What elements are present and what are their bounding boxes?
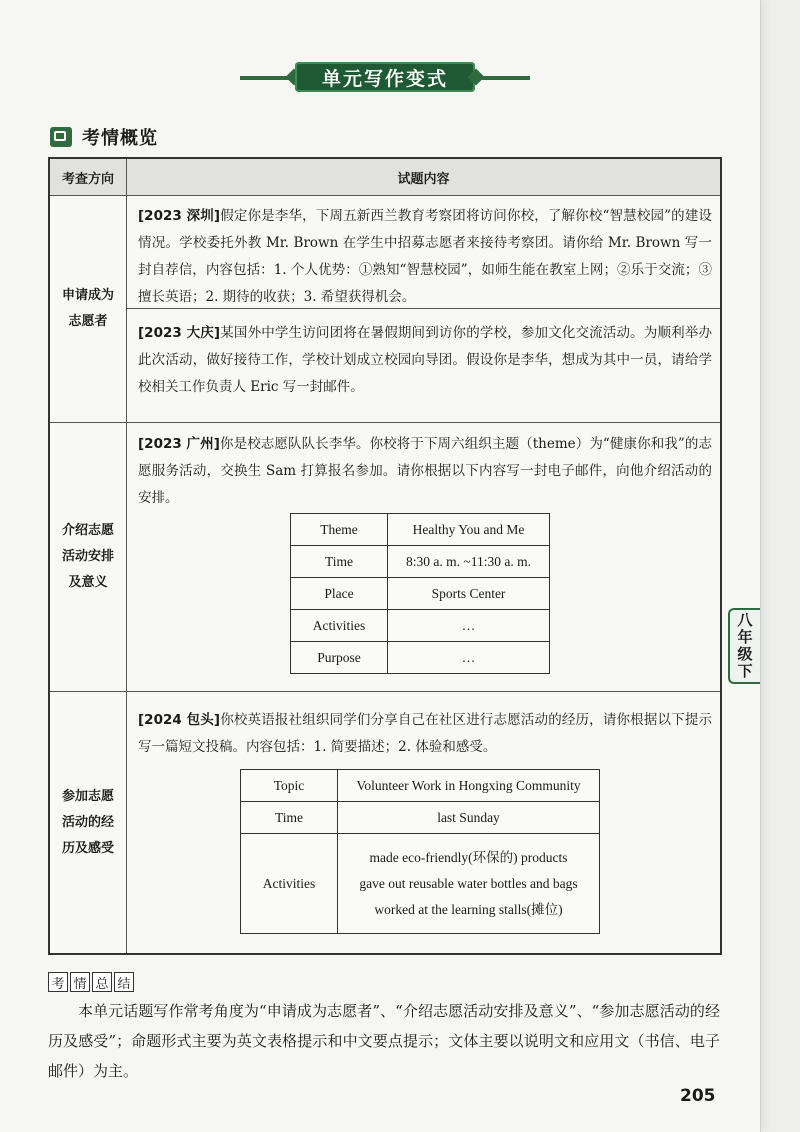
summary-heading-char: 考 <box>48 972 68 992</box>
info-value: Healthy You and Me <box>388 514 550 546</box>
summary-heading-char: 总 <box>92 972 112 992</box>
question-text: 假定你是李华，下周五新西兰教育考察团将访问你校，了解你校“智慧校园”的建设情况。学校委托外教 Mr. Brown 在学生中招募志愿者来接待考察团。请你给 Mr. Brown 写一封自荐信，内容包括：1. 个人优势：①熟知“智慧校园”，如师生能在教室上网；②乐于交流；③擅长英语；2. 期待的收获；3. 希望获得机会。 <box>138 208 712 305</box>
section-title: 考情概览 <box>82 128 158 149</box>
table-row <box>291 642 550 674</box>
question-guangzhou <box>138 431 712 512</box>
question-baotou <box>138 707 712 761</box>
question-text: 某国外中学生访问团将在暑假期间到访你的学校，参加文化交流活动。为顺利举办此次活动，做好接待工作，学校计划成立校园向导团。假设你是李华，想成为其中一员，请给学校相关工作负责人 Eric 写一封邮件。 <box>138 325 712 395</box>
table-row <box>291 546 550 578</box>
question-daqing <box>138 320 712 401</box>
banner-bar-right <box>480 76 530 80</box>
question-source: [2023 深圳] <box>138 208 221 224</box>
category-experience <box>50 692 126 953</box>
info-value: Sports Center <box>388 578 550 610</box>
activity-line: worked at the learning stalls(摊位) <box>374 901 563 917</box>
category-label: 参加志愿活动的经历及感受 <box>61 788 114 856</box>
info-key: Place <box>291 578 388 610</box>
table-row <box>291 610 550 642</box>
question-source: [2023 大庆] <box>138 325 221 341</box>
category-introduce-activity <box>50 423 126 691</box>
info-key: Purpose <box>291 642 388 674</box>
info-value: … <box>388 610 550 642</box>
table-row <box>241 802 600 834</box>
overview-table <box>48 157 722 955</box>
unit-banner <box>240 62 530 94</box>
info-key: Time <box>241 802 338 834</box>
info-value: 8:30 a. m. ~11:30 a. m. <box>388 546 550 578</box>
activity-line: gave out reusable water bottles and bags <box>359 875 578 891</box>
summary-heading-char: 情 <box>70 972 90 992</box>
summary-text: 本单元话题写作常考角度为“申请成为志愿者”、“介绍志愿活动安排及意义”、“参加志愿活动的经历及感受”；命题形式主要为英文表格提示和中文要点提示；文体主要以说明文和应用文（书信、电子邮件）为主。 <box>48 1002 720 1080</box>
banner-bar-left <box>240 76 290 80</box>
section-heading <box>50 124 158 150</box>
question-source: [2023 广州] <box>138 436 220 452</box>
question-text: 你校英语报社组织同学们分享自己在社区进行志愿活动的经历，请你根据以下提示写一篇短文投稿。内容包括：1. 简要描述；2. 体验和感受。 <box>138 712 712 755</box>
info-key: Activities <box>291 610 388 642</box>
page-number: 205 <box>680 1086 716 1106</box>
category-label: 介绍志愿活动安排及意义 <box>61 523 114 590</box>
question-text: 你是校志愿队队长李华。你校将于下周六组织主题（theme）为“健康你和我”的志愿服务活动，交换生 Sam 打算报名参加。请你根据以下内容写一封电子邮件，向他介绍活动的安排。 <box>138 436 712 506</box>
banner-title: 单元写作变式 <box>295 62 475 92</box>
question-source: [2024 包头] <box>138 712 221 728</box>
info-value: last Sunday <box>338 802 600 834</box>
row-divider <box>50 422 720 423</box>
info-value: Volunteer Work in Hongxing Community <box>338 770 600 802</box>
activity-line: made eco-friendly(环保的) products <box>369 849 568 865</box>
checklist-icon <box>50 127 72 147</box>
header-content: 试题内容 <box>397 171 450 187</box>
info-key: Time <box>291 546 388 578</box>
table-row <box>241 770 600 802</box>
experience-info-table <box>240 769 600 934</box>
info-key: Activities <box>241 834 338 934</box>
table-row <box>241 834 600 934</box>
category-label: 申请成为志愿者 <box>61 288 114 329</box>
row-divider <box>50 691 720 692</box>
table-row <box>291 514 550 546</box>
info-value <box>338 834 600 934</box>
table-header <box>50 159 720 196</box>
info-key: Theme <box>291 514 388 546</box>
category-apply-volunteer <box>50 196 126 422</box>
header-direction: 考查方向 <box>50 159 127 195</box>
summary-heading-char: 结 <box>114 972 134 992</box>
activity-info-table <box>290 513 550 674</box>
info-value: … <box>388 642 550 674</box>
table-row <box>291 578 550 610</box>
summary-heading <box>48 972 136 992</box>
question-shenzhen <box>138 203 712 311</box>
info-key: Topic <box>241 770 338 802</box>
row-divider <box>127 308 720 309</box>
grade-side-tab: 八年级下 <box>728 608 760 684</box>
